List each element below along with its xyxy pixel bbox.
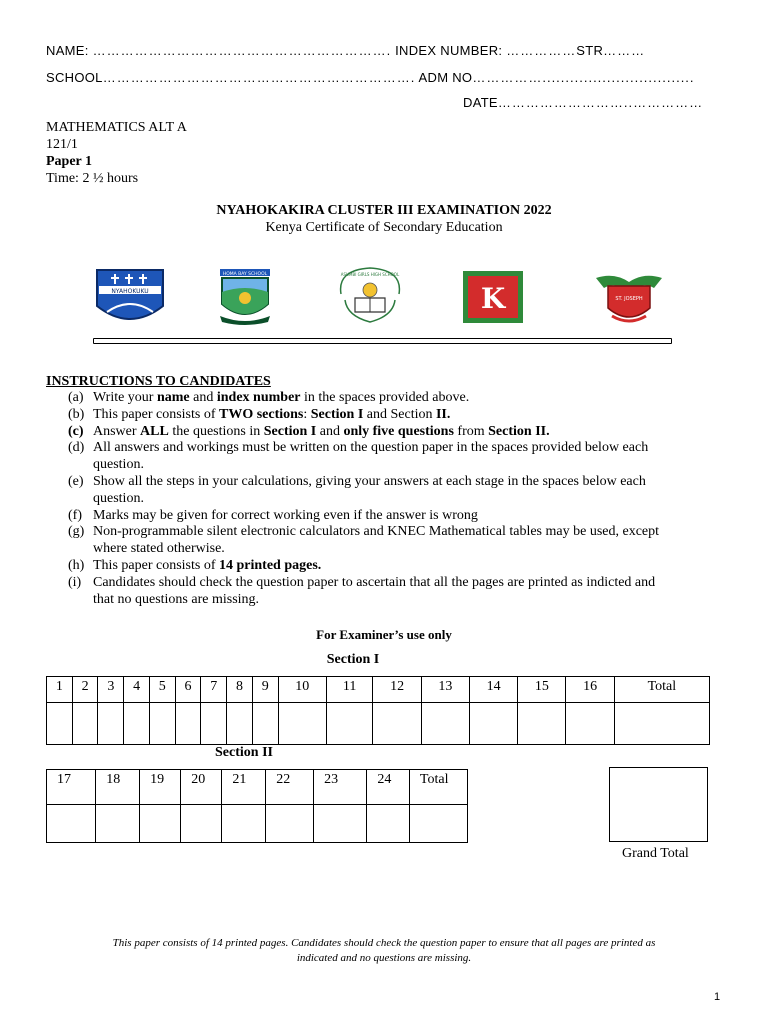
score-header-cell: 9 (252, 677, 278, 703)
score-header-cell: 17 (47, 770, 96, 805)
instruction-text: Marks may be given for correct working even if the answer is wrong (93, 507, 478, 523)
item-marker: (g) (68, 524, 85, 540)
instruction-bold: Section II. (488, 423, 550, 439)
instruction-item (46, 440, 736, 474)
score-input-cell[interactable] (140, 805, 181, 843)
instruction-text: question. (93, 457, 144, 473)
score-header-cell: 4 (124, 677, 150, 703)
item-marker: (a) (68, 390, 84, 405)
score-input-cell[interactable] (314, 805, 367, 843)
instruction-text: question. (93, 490, 144, 506)
footer-line: indicated and no questions are missing. (296, 952, 472, 964)
school-crest-5-icon (594, 268, 664, 328)
grand-total-box[interactable] (609, 767, 708, 842)
score-input-cell[interactable] (96, 805, 140, 843)
school-line (46, 70, 726, 85)
instruction-item (46, 474, 736, 508)
item-marker: (c) (68, 423, 84, 439)
school-field[interactable]: …………………………………………………………. (102, 70, 416, 85)
instruction-item (46, 558, 736, 575)
score-input-cell[interactable] (252, 703, 278, 745)
subject: MATHEMATICS ALT A (46, 120, 187, 135)
score-input-cell[interactable] (566, 703, 614, 745)
score-input-cell[interactable] (614, 703, 709, 745)
score-header-cell: Total (409, 770, 467, 805)
instruction-item (46, 508, 736, 525)
instruction-text: Non-programmable silent electronic calculators and KNEC Mathematical tables may be used, except (93, 524, 660, 540)
score-header-cell: 2 (72, 677, 98, 703)
section1-table (46, 676, 710, 745)
score-header-cell: 23 (314, 770, 367, 805)
name-line (46, 43, 726, 58)
instruction-item (46, 424, 736, 441)
instructions-heading: INSTRUCTIONS TO CANDIDATES (46, 374, 271, 389)
instruction-bold: Section I (310, 406, 364, 422)
score-header-cell: 12 (373, 677, 421, 703)
score-input-cell[interactable] (98, 703, 124, 745)
score-header-cell: 24 (367, 770, 410, 805)
paper-number: Paper 1 (46, 154, 93, 169)
instruction-bold: TWO sections (218, 406, 304, 422)
instruction-bold: only five questions (343, 423, 454, 439)
score-input-cell[interactable] (469, 703, 517, 745)
instruction-item (46, 524, 736, 558)
grand-total-label: Grand Total (622, 846, 689, 861)
instruction-bold: 14 printed pages. (218, 557, 322, 573)
crest-1-text: NYAHOKUKU (111, 288, 149, 295)
score-header-cell: 13 (421, 677, 469, 703)
score-input-cell[interactable] (266, 805, 314, 843)
date-line (463, 95, 723, 110)
examiner-heading: For Examiner’s use only (316, 627, 452, 642)
score-header-cell: 15 (518, 677, 566, 703)
instruction-text: This paper consists of (93, 406, 219, 422)
score-input-cell[interactable] (222, 805, 266, 843)
instruction-text: Answer (93, 423, 141, 439)
score-input-cell[interactable] (518, 703, 566, 745)
crest-4-text: K (480, 282, 506, 315)
adm-label: ADM NO (418, 70, 473, 85)
instruction-text: where stated otherwise. (93, 541, 225, 557)
score-header-cell: 10 (278, 677, 326, 703)
item-marker: (f) (68, 507, 82, 523)
score-input-cell[interactable] (47, 805, 96, 843)
score-header-cell: 3 (98, 677, 124, 703)
score-input-cell[interactable] (175, 703, 201, 745)
score-header-cell: 8 (227, 677, 253, 703)
str-field[interactable]: ……… (603, 43, 646, 58)
crest-3-text: ASUMBI GIRLS HIGH SCHOOL (340, 272, 400, 277)
footer-note (0, 936, 768, 966)
score-header-cell: 20 (181, 770, 222, 805)
footer-line: This paper consists of 14 printed pages. Candidates should check the question paper to ensure that all pages are printed as (112, 937, 656, 949)
instruction-bold: index number (216, 390, 301, 405)
header-divider (93, 338, 672, 344)
score-header-cell: 11 (326, 677, 373, 703)
score-input-cell[interactable] (367, 805, 410, 843)
instruction-text: and (189, 390, 217, 405)
score-header-cell: 21 (222, 770, 266, 805)
score-header-cell: 19 (140, 770, 181, 805)
score-input-cell[interactable] (278, 703, 326, 745)
instruction-item (46, 407, 736, 424)
date-field[interactable]: ………………………..…………… (497, 95, 704, 110)
school-label: SCHOOL (46, 70, 103, 85)
instruction-text: This paper consists of (93, 557, 219, 573)
school-crest-2-icon (214, 266, 276, 328)
instruction-text: that no questions are missing. (93, 591, 260, 607)
score-input-cell[interactable] (124, 703, 150, 745)
instruction-bold: II. (435, 406, 451, 422)
instructions-list (46, 390, 736, 608)
paper-code: 121/1 (46, 137, 78, 152)
instruction-text: Candidates should check the question paper to ascertain that all the pages are printed as indicted and (93, 574, 656, 590)
name-label: NAME: (46, 43, 89, 58)
instruction-text: and Section (363, 406, 436, 422)
section2-label: Section II (215, 745, 273, 760)
item-marker: (e) (68, 473, 84, 489)
score-input-cell[interactable] (201, 703, 227, 745)
score-header-cell: 16 (566, 677, 614, 703)
score-input-cell[interactable] (47, 703, 73, 745)
score-header-cell: 22 (266, 770, 314, 805)
score-header-cell: Total (614, 677, 709, 703)
paper-time: Time: 2 ½ hours (46, 171, 139, 186)
instruction-text: the questions in (168, 423, 264, 439)
instruction-bold: name (156, 390, 190, 405)
score-input-cell[interactable] (326, 703, 373, 745)
score-input-cell[interactable] (72, 703, 98, 745)
score-input-cell[interactable] (149, 703, 175, 745)
school-crest-3-icon (333, 264, 407, 328)
index-field[interactable]: …………… (506, 43, 577, 58)
school-crest-1-icon (93, 266, 167, 328)
date-label: DATE (463, 95, 498, 110)
exam-title: NYAHOKAKIRA CLUSTER III EXAMINATION 2022 (216, 203, 552, 218)
instruction-text: from (453, 423, 489, 439)
item-marker: (i) (68, 574, 82, 590)
score-header-cell: 18 (96, 770, 140, 805)
section1-label: Section I (326, 652, 380, 667)
crest-5-text: ST. JOSEPH (615, 296, 643, 302)
instruction-text: and (316, 423, 344, 439)
score-input-cell[interactable] (373, 703, 421, 745)
item-marker: (h) (68, 557, 85, 573)
instruction-item (46, 575, 736, 609)
score-header-cell: 1 (47, 677, 73, 703)
instruction-bold: Section I (263, 423, 317, 439)
score-input-cell[interactable] (181, 805, 222, 843)
score-header-cell: 6 (175, 677, 201, 703)
instruction-text: Show all the steps in your calculations, giving your answers at each stage in the spaces below each (93, 473, 646, 489)
adm-field[interactable]: ……………................................. (472, 70, 695, 85)
score-input-cell[interactable] (409, 805, 467, 843)
name-field[interactable]: ………………………………………………………. (92, 43, 392, 58)
item-marker: (d) (68, 440, 85, 456)
section2-table (46, 769, 468, 843)
instruction-text: : (303, 406, 311, 422)
instruction-item (46, 390, 736, 407)
item-marker: (b) (68, 406, 85, 422)
score-header-cell: 14 (469, 677, 517, 703)
crest-2-text: HOMA BAY SCHOOL (222, 272, 268, 277)
score-input-cell[interactable] (227, 703, 253, 745)
index-label: INDEX NUMBER: (395, 43, 503, 58)
instruction-text: All answers and workings must be written on the question paper in the spaces provided below each (93, 440, 649, 456)
exam-subtitle: Kenya Certificate of Secondary Education (265, 220, 503, 235)
str-label: STR (576, 43, 604, 58)
instruction-bold: ALL (140, 423, 169, 439)
school-crest-4-icon (462, 270, 524, 324)
score-header-cell: 7 (201, 677, 227, 703)
score-header-cell: 5 (149, 677, 175, 703)
page-number: 1 (714, 991, 721, 1003)
score-input-cell[interactable] (421, 703, 469, 745)
instruction-text: in the spaces provided above. (300, 390, 470, 405)
instruction-text: Write your (93, 390, 157, 405)
